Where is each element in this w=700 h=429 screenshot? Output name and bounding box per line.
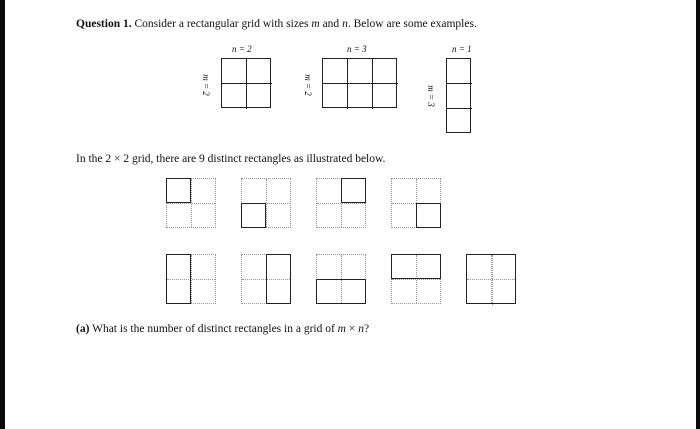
grid-cell: [447, 109, 472, 134]
dotted-line: [191, 255, 192, 303]
rectangle-divider: [492, 255, 493, 305]
grid-cell: [348, 59, 373, 84]
highlighted-rectangle: [391, 254, 441, 279]
grid-cell: [447, 84, 472, 109]
grid-cell: [373, 59, 398, 84]
example-grid-2x3: [322, 58, 397, 108]
grid-cell: [447, 59, 472, 84]
highlighted-rectangle: [416, 203, 441, 228]
part-a-tail: ?: [363, 323, 370, 335]
part-a-label: (a): [76, 323, 90, 335]
var-n: n: [342, 18, 348, 30]
highlighted-rectangle: [166, 178, 191, 203]
example-n-label: n = 1: [452, 44, 472, 54]
rectangle-example: [466, 254, 516, 304]
right-border: [696, 0, 700, 429]
grid-cell: [222, 84, 247, 109]
grid-cell: [247, 84, 272, 109]
rectangle-example: [241, 178, 291, 228]
left-border: [0, 0, 5, 429]
question-prompt-tail: . Below are some examples.: [347, 18, 477, 30]
times-sign: ×: [345, 323, 359, 335]
rectangle-count-paragraph: In the 2 × 2 grid, there are 9 distinct rectangles as illustrated below.: [76, 153, 386, 165]
grid-cell: [323, 59, 348, 84]
var-m: m: [337, 323, 346, 335]
grid-cell: [348, 84, 373, 109]
example-n-label: n = 2: [232, 44, 252, 54]
rectangle-example: [241, 254, 291, 304]
question-number: Question 1.: [76, 18, 132, 30]
question-and: and: [319, 18, 343, 30]
example-m-label: m = 3: [425, 85, 436, 107]
highlighted-rectangle: [166, 254, 191, 304]
example-n-label: n = 3: [347, 44, 367, 54]
var-n: n: [358, 323, 364, 335]
part-a-question: [76, 322, 369, 336]
question-prompt: Consider a rectangular grid with sizes: [131, 18, 312, 30]
var-m: m: [311, 18, 320, 30]
rectangle-example: [391, 178, 441, 228]
dotted-line: [191, 179, 192, 227]
highlighted-rectangle: [316, 279, 366, 304]
rectangle-example: [391, 254, 441, 304]
grid-cell: [247, 59, 272, 84]
rectangle-example: [166, 178, 216, 228]
rectangle-example: [166, 254, 216, 304]
highlighted-rectangle: [341, 178, 366, 203]
grid-cell: [222, 59, 247, 84]
highlighted-rectangle: [466, 254, 516, 304]
example-m-label: m = 2: [302, 74, 313, 96]
grid-cell: [323, 84, 348, 109]
example-grid-2x2: [221, 58, 271, 108]
rectangle-example: [316, 178, 366, 228]
part-a-text: What is the number of distinct rectangles in a grid of: [89, 323, 338, 335]
highlighted-rectangle: [266, 254, 291, 304]
highlighted-rectangle: [241, 203, 266, 228]
question-heading: [76, 17, 477, 31]
example-grid-3x1: [446, 58, 471, 133]
rectangle-example: [316, 254, 366, 304]
grid-cell: [373, 84, 398, 109]
dotted-line: [266, 179, 267, 227]
example-m-label: m = 2: [200, 74, 211, 96]
